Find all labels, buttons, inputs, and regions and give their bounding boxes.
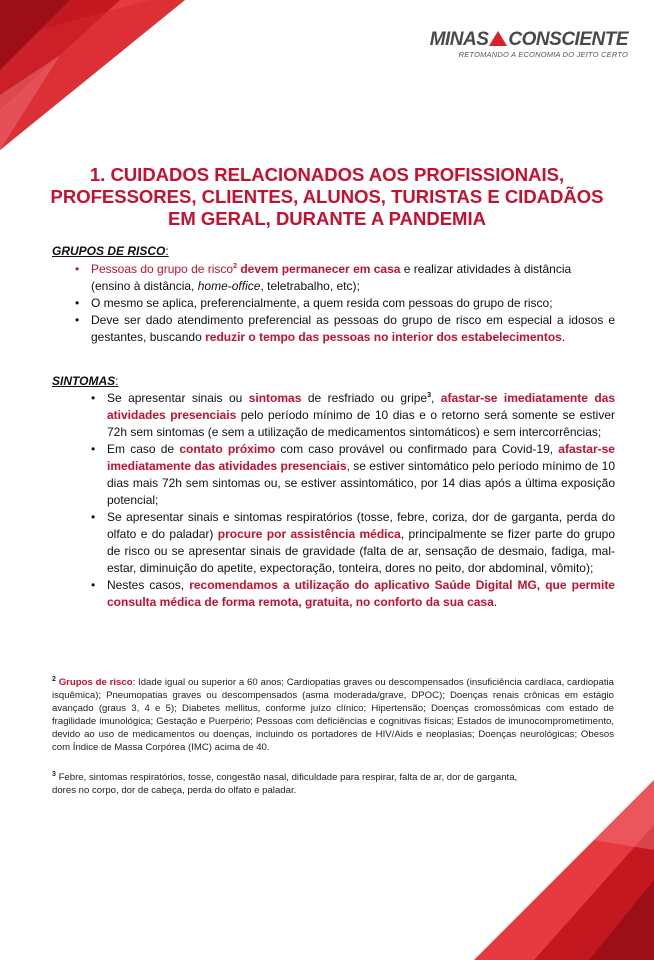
top-left-decoration bbox=[0, 0, 200, 150]
footnote-3-line-2: dores no corpo, dor de cabeça, perda do olfato e paladar. bbox=[52, 785, 297, 796]
sintomas-heading-text: SINTOMAS bbox=[52, 374, 116, 388]
grupos-heading-colon: : bbox=[165, 244, 169, 258]
sintomas-item-4-a: Nestes casos, bbox=[107, 578, 190, 592]
sintomas-item-4-b: . bbox=[493, 595, 498, 609]
sintomas-item-1 bbox=[91, 390, 615, 441]
grupos-item-3 bbox=[75, 312, 615, 346]
grupos-list bbox=[75, 261, 615, 346]
title-line-3: EM GERAL, DURANTE A PANDEMIA bbox=[168, 208, 486, 229]
grupos-item-3-end: . bbox=[561, 330, 566, 344]
sintomas-item-4 bbox=[91, 577, 615, 611]
grupos-heading-text: GRUPOS DE RISCO bbox=[52, 244, 166, 258]
brand-name-right: CONSCIENTE bbox=[508, 29, 628, 50]
bottom-right-decoration bbox=[444, 780, 654, 960]
grupos-item-1-line2a: (ensino à distância, bbox=[91, 279, 198, 293]
footnote-3-line1: Febre, sintomas respiratórios, tosse, congestão nasal, dificuldade para respirar, falta de ar, dor de garganta, bbox=[55, 772, 518, 783]
brand-name bbox=[430, 30, 628, 50]
grupos-item-3-emphasis: reduzir o tempo das pessoas no interior dos estabelecimentos bbox=[205, 330, 562, 344]
sintomas-item-2 bbox=[91, 441, 615, 509]
grupos-item-1-line2b: , teletrabalho, etc); bbox=[260, 279, 360, 293]
footnote-2-label: Grupos de risco bbox=[55, 677, 133, 688]
bullet-icon: • bbox=[91, 442, 96, 456]
sintomas-item-1-c: , bbox=[431, 391, 441, 405]
bullet-icon: • bbox=[75, 296, 80, 310]
grupos-heading bbox=[52, 244, 169, 258]
brand-tagline: RETOMANDO A ECONOMIA DO JEITO CERTO bbox=[458, 50, 628, 59]
sintomas-item-3 bbox=[91, 509, 615, 577]
sintomas-item-2-b: com caso provável ou confirmado para Covid-19, bbox=[275, 442, 559, 456]
sintomas-item-1-red1: sintomas bbox=[248, 391, 302, 405]
brand-name-left: MINAS bbox=[429, 29, 489, 50]
bullet-icon: • bbox=[91, 578, 96, 592]
sintomas-item-1-red2: afastar-se imediatamente das atividades presenciais bbox=[107, 391, 616, 422]
triangle-icon bbox=[489, 31, 507, 46]
title-line-1: 1. CUIDADOS RELACIONADOS AOS PROFISSIONAIS, bbox=[89, 164, 565, 185]
sintomas-item-2-red2: afastar-se imediatamente das atividades presenciais bbox=[107, 442, 615, 473]
footnote-2-mark: 2 bbox=[52, 675, 56, 683]
page-title bbox=[40, 164, 614, 230]
sintomas-item-2-c: , se estiver sintomático pelo período mínimo de 10 dias mais 72h sem sintomas ou, se estiver assintomático, por 14 dias após a última exposição potencial; bbox=[107, 459, 615, 507]
grupos-item-1-italic: home-office bbox=[197, 279, 261, 293]
footnote-3-line-1 bbox=[52, 771, 614, 784]
footnote-3-mark: 3 bbox=[52, 770, 56, 778]
sintomas-item-2-red1: contato próximo bbox=[179, 442, 276, 456]
sintomas-item-3-red1: procure por assistência médica bbox=[217, 527, 401, 541]
sintomas-item-1-b: de resfriado ou gripe bbox=[301, 391, 428, 405]
sintomas-heading bbox=[52, 374, 118, 388]
footnote-3 bbox=[52, 771, 614, 797]
grupos-item-1 bbox=[75, 261, 615, 295]
sintomas-item-2-a: Em caso de bbox=[107, 442, 180, 456]
grupos-item-1-red: Pessoas do grupo de risco bbox=[91, 262, 234, 276]
grupos-item-1-rest: e realizar atividades à distância bbox=[400, 262, 572, 276]
footnote-2 bbox=[52, 676, 614, 754]
footnote-ref-2: 2 bbox=[233, 263, 237, 270]
sintomas-list bbox=[91, 390, 615, 611]
grupos-item-3-text: Deve ser dado atendimento preferencial as pessoas do grupo de risco em especial a idosos e gestantes, buscando bbox=[91, 313, 615, 344]
sintomas-item-3-a: Se apresentar sinais e sintomas respiratórios (tosse, febre, coriza, dor de garganta, perda do olfato e do paladar) bbox=[107, 510, 615, 541]
brand-logo bbox=[430, 30, 628, 59]
bullet-icon: • bbox=[75, 313, 80, 327]
grupos-item-2-text: O mesmo se aplica, preferencialmente, a quem resida com pessoas do grupo de risco; bbox=[91, 296, 553, 310]
footnote-ref-3: 3 bbox=[427, 392, 432, 399]
sintomas-heading-colon: : bbox=[115, 374, 119, 388]
sintomas-item-3-b: , principalmente se fizer parte do grupo de risco ou se apresentar sinais de gravidade (falta de ar, sensação de desmaio, fadiga, mal-estar, diminuição do apetite, expectoração, tonteira, dores no peito, dor abdominal, vômito); bbox=[107, 527, 615, 575]
grupos-item-2 bbox=[75, 295, 615, 312]
bullet-icon: • bbox=[75, 262, 80, 276]
bullet-icon: • bbox=[91, 391, 96, 405]
sintomas-item-1-d: pelo período mínimo de 10 dias e o retorno será somente se estiver 72h sem sintomas (e sem a utilização de medicamentos sintomáticos) e sem intercorrências; bbox=[107, 408, 615, 439]
sintomas-item-4-red1: recomendamos a utilização do aplicativo Saúde Digital MG, que permite consulta médica de forma remota, gratuita, no conforto da sua casa bbox=[107, 578, 615, 609]
footnote-2-text: : Idade igual ou superior a 60 anos; Cardiopatias graves ou descompensados (insuficiência cardíaca, cardiopatia isquêmica); Pneumopatias graves ou descompensados (asma moderada/grave, DPOC); Doenças renais crônicas em estágio avançado (graus 3, 4 e 5); Diabetes mellitus, conforme juízo clínico; Hipertensão; Doenças cromossômicas com estado de fragilidade imunológica; Gestação e Puerpério; Pessoas com deficiências e cognitivas físicas; Estados de imunocomprometimento, devido ao uso de medicamentos ou doenças, incluindo os portadores de HIV/Aids e neoplasias; Doenças neurológicas; Obesos com Índice de Massa Corpórea (IMC) acima de 40. bbox=[52, 677, 614, 753]
grupos-item-1-emphasis: devem permanecer em casa bbox=[237, 262, 401, 276]
title-line-2: PROFESSORES, CLIENTES, ALUNOS, TURISTAS E CIDADÃOS bbox=[50, 186, 604, 207]
bullet-icon: • bbox=[91, 510, 96, 524]
sintomas-item-1-a: Se apresentar sinais ou bbox=[107, 391, 249, 405]
